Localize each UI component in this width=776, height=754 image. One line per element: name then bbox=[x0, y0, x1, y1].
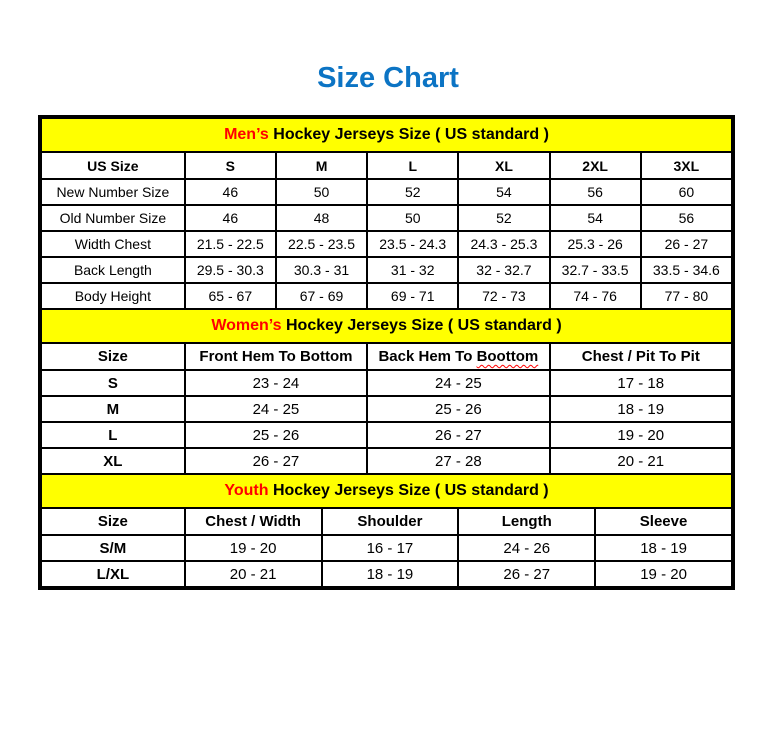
table-cell: 16 - 17 bbox=[322, 535, 459, 561]
table-cell: 17 - 18 bbox=[550, 370, 732, 396]
size-table-womens bbox=[40, 308, 733, 475]
table-cell: 77 - 80 bbox=[641, 283, 732, 309]
table-row bbox=[41, 535, 732, 561]
banner-text: Hockey Jerseys Size ( US standard ) bbox=[268, 482, 549, 499]
banner-highlight: Men’s bbox=[224, 126, 269, 143]
table-cell: 46 bbox=[185, 179, 276, 205]
table-cell: 65 - 67 bbox=[185, 283, 276, 309]
table-cell: 30.3 - 31 bbox=[276, 257, 367, 283]
column-header: XL bbox=[458, 152, 549, 179]
banner-highlight: Women’s bbox=[211, 317, 282, 334]
table-cell: 24 - 25 bbox=[367, 370, 549, 396]
table-banner bbox=[41, 309, 732, 343]
table-cell: 54 bbox=[458, 179, 549, 205]
table-cell: 26 - 27 bbox=[185, 448, 367, 474]
table-cell: 26 - 27 bbox=[458, 561, 595, 587]
table-cell: 46 bbox=[185, 205, 276, 231]
spellcheck-squiggle-word: Boottom bbox=[476, 348, 539, 365]
table-cell: 33.5 - 34.6 bbox=[641, 257, 732, 283]
column-header: Front Hem To Bottom bbox=[185, 343, 367, 370]
column-header: Chest / Pit To Pit bbox=[550, 343, 732, 370]
table-cell: 21.5 - 22.5 bbox=[185, 231, 276, 257]
table-cell: 18 - 19 bbox=[322, 561, 459, 587]
column-header: M bbox=[276, 152, 367, 179]
banner-text: Hockey Jerseys Size ( US standard ) bbox=[281, 317, 562, 334]
table-cell: 24 - 26 bbox=[458, 535, 595, 561]
row-label: L bbox=[41, 422, 185, 448]
table-cell: 69 - 71 bbox=[367, 283, 458, 309]
column-header: S bbox=[185, 152, 276, 179]
banner-cell bbox=[41, 309, 732, 343]
table-cell: 29.5 - 30.3 bbox=[185, 257, 276, 283]
column-header: L bbox=[367, 152, 458, 179]
row-label: Back Length bbox=[41, 257, 185, 283]
table-cell: 72 - 73 bbox=[458, 283, 549, 309]
table-cell: 32 - 32.7 bbox=[458, 257, 549, 283]
table-cell: 74 - 76 bbox=[550, 283, 641, 309]
table-row bbox=[41, 257, 732, 283]
size-tables-container bbox=[38, 115, 735, 590]
table-cell: 32.7 - 33.5 bbox=[550, 257, 641, 283]
table-cell: 25 - 26 bbox=[367, 396, 549, 422]
row-label: L/XL bbox=[41, 561, 185, 587]
table-row bbox=[41, 231, 732, 257]
table-cell: 31 - 32 bbox=[367, 257, 458, 283]
column-header: Sleeve bbox=[595, 508, 732, 535]
table-row bbox=[41, 396, 732, 422]
column-header-row bbox=[41, 152, 732, 179]
table-cell: 50 bbox=[367, 205, 458, 231]
table-cell: 48 bbox=[276, 205, 367, 231]
row-label: M bbox=[41, 396, 185, 422]
table-row bbox=[41, 422, 732, 448]
column-header-row bbox=[41, 508, 732, 535]
column-header: Size bbox=[41, 508, 185, 535]
table-cell: 19 - 20 bbox=[595, 561, 732, 587]
page-title: Size Chart bbox=[317, 62, 459, 94]
size-table-youth bbox=[40, 473, 733, 588]
column-header: Chest / Width bbox=[185, 508, 322, 535]
table-cell: 25 - 26 bbox=[185, 422, 367, 448]
table-cell: 25.3 - 26 bbox=[550, 231, 641, 257]
row-label: Old Number Size bbox=[41, 205, 185, 231]
table-cell: 22.5 - 23.5 bbox=[276, 231, 367, 257]
table-banner bbox=[41, 474, 732, 508]
table-cell: 18 - 19 bbox=[595, 535, 732, 561]
column-header-text: Back Hem To bbox=[378, 348, 477, 365]
column-header: US Size bbox=[41, 152, 185, 179]
table-cell: 26 - 27 bbox=[641, 231, 732, 257]
table-cell: 24.3 - 25.3 bbox=[458, 231, 549, 257]
table-cell: 60 bbox=[641, 179, 732, 205]
column-header: 2XL bbox=[550, 152, 641, 179]
table-cell: 18 - 19 bbox=[550, 396, 732, 422]
row-label: S/M bbox=[41, 535, 185, 561]
table-cell: 56 bbox=[641, 205, 732, 231]
table-cell: 23.5 - 24.3 bbox=[367, 231, 458, 257]
table-row bbox=[41, 370, 732, 396]
row-label: Width Chest bbox=[41, 231, 185, 257]
table-cell: 20 - 21 bbox=[185, 561, 322, 587]
table-row bbox=[41, 561, 732, 587]
banner-cell bbox=[41, 474, 732, 508]
table-row bbox=[41, 448, 732, 474]
table-cell: 50 bbox=[276, 179, 367, 205]
column-header: Size bbox=[41, 343, 185, 370]
table-cell: 56 bbox=[550, 179, 641, 205]
column-header: 3XL bbox=[641, 152, 732, 179]
banner-highlight: Youth bbox=[224, 482, 269, 499]
column-header: Length bbox=[458, 508, 595, 535]
table-cell: 23 - 24 bbox=[185, 370, 367, 396]
table-row bbox=[41, 205, 732, 231]
table-cell: 67 - 69 bbox=[276, 283, 367, 309]
table-cell: 20 - 21 bbox=[550, 448, 732, 474]
size-chart-page bbox=[0, 62, 776, 590]
table-cell: 19 - 20 bbox=[550, 422, 732, 448]
banner-cell bbox=[41, 118, 732, 152]
table-cell: 19 - 20 bbox=[185, 535, 322, 561]
banner-text: Hockey Jerseys Size ( US standard ) bbox=[268, 126, 549, 143]
table-cell: 52 bbox=[367, 179, 458, 205]
table-row bbox=[41, 179, 732, 205]
column-header-row bbox=[41, 343, 732, 370]
row-label: New Number Size bbox=[41, 179, 185, 205]
table-row bbox=[41, 283, 732, 309]
row-label: Body Height bbox=[41, 283, 185, 309]
table-banner bbox=[41, 118, 732, 152]
table-cell: 27 - 28 bbox=[367, 448, 549, 474]
row-label: XL bbox=[41, 448, 185, 474]
table-cell: 52 bbox=[458, 205, 549, 231]
size-table-mens bbox=[40, 117, 733, 310]
table-cell: 26 - 27 bbox=[367, 422, 549, 448]
table-cell: 24 - 25 bbox=[185, 396, 367, 422]
table-cell: 54 bbox=[550, 205, 641, 231]
column-header: Shoulder bbox=[322, 508, 459, 535]
row-label: S bbox=[41, 370, 185, 396]
column-header bbox=[367, 343, 549, 370]
